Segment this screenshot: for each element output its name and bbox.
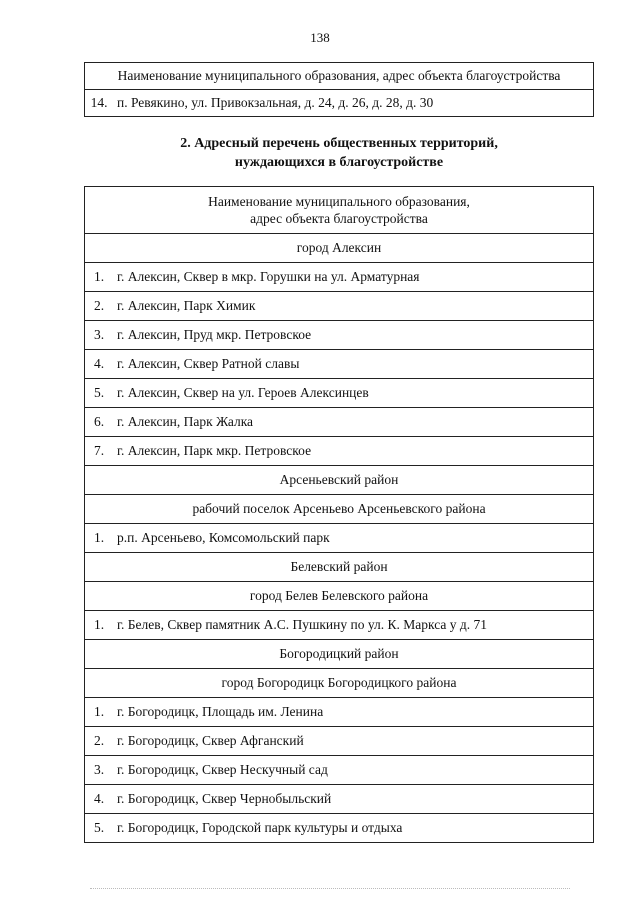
group-heading: рабочий поселок Арсеньево Арсеньевского района	[85, 495, 594, 524]
table-row	[85, 698, 594, 727]
table-row	[85, 408, 594, 437]
footer-divider	[90, 888, 570, 889]
row-number: 2.	[85, 727, 114, 756]
group-heading-row	[85, 234, 594, 263]
row-text: г. Алексин, Парк мкр. Петровское	[113, 437, 594, 466]
section-title-line-2: нуждающихся в благоустройстве	[234, 155, 444, 170]
row-number: 4.	[85, 350, 114, 379]
table-row	[85, 756, 594, 785]
table-previous-list	[84, 62, 594, 117]
table-row	[85, 321, 594, 350]
row-number: 7.	[85, 437, 114, 466]
table-row	[85, 90, 594, 117]
row-text: г. Алексин, Сквер в мкр. Горушки на ул. Арматурная	[113, 263, 594, 292]
section-title-line-1: 2. Адресный перечень общественных территорий,	[180, 136, 498, 151]
row-number: 1.	[85, 524, 114, 553]
row-number: 6.	[85, 408, 114, 437]
table-header-cell: Наименование муниципального образования, адрес объекта благоустройства	[85, 63, 594, 90]
row-text: г. Богородицк, Сквер Афганский	[113, 727, 594, 756]
row-text: г. Алексин, Сквер на ул. Героев Алексинцев	[113, 379, 594, 408]
row-text: г. Алексин, Сквер Ратной славы	[113, 350, 594, 379]
group-heading: Богородицкий район	[85, 640, 594, 669]
page-number: 138	[310, 30, 330, 45]
table-row	[85, 785, 594, 814]
row-text: г. Белев, Сквер памятник А.С. Пушкину по ул. К. Маркса у д. 71	[113, 611, 594, 640]
table-row	[85, 727, 594, 756]
table-header-cell	[85, 187, 594, 234]
group-heading-row	[85, 640, 594, 669]
row-number: 4.	[85, 785, 114, 814]
header-line-1: Наименование муниципального образования,	[208, 194, 470, 209]
table-row	[85, 379, 594, 408]
group-heading: город Богородицк Богородицкого района	[85, 669, 594, 698]
row-number: 1.	[85, 698, 114, 727]
row-text: г. Богородицк, Сквер Чернобыльский	[113, 785, 594, 814]
row-text: г. Алексин, Парк Химик	[113, 292, 594, 321]
header-line-2: адрес объекта благоустройства	[250, 211, 428, 226]
table-row	[85, 814, 594, 843]
group-heading-row	[85, 466, 594, 495]
row-number: 3.	[85, 756, 114, 785]
row-number: 5.	[85, 814, 114, 843]
group-heading: город Алексин	[85, 234, 594, 263]
table-row	[85, 437, 594, 466]
group-heading-row	[85, 495, 594, 524]
row-number: 3.	[85, 321, 114, 350]
row-number: 2.	[85, 292, 114, 321]
table-row	[85, 292, 594, 321]
group-heading: город Белев Белевского района	[85, 582, 594, 611]
table-public-territories	[84, 186, 594, 843]
table-header-row	[85, 187, 594, 234]
table-row	[85, 611, 594, 640]
table-row	[85, 263, 594, 292]
table-row	[85, 350, 594, 379]
group-heading-row	[85, 582, 594, 611]
group-heading: Арсеньевский район	[85, 466, 594, 495]
row-text: г. Алексин, Парк Жалка	[113, 408, 594, 437]
row-text: г. Богородицк, Городской парк культуры и отдыха	[113, 814, 594, 843]
row-number: 1.	[85, 263, 114, 292]
row-number: 14.	[85, 90, 114, 117]
table-header-row	[85, 63, 594, 90]
row-text: р.п. Арсеньево, Комсомольский парк	[113, 524, 594, 553]
row-text: г. Богородицк, Сквер Нескучный сад	[113, 756, 594, 785]
group-heading-row	[85, 553, 594, 582]
row-text: п. Ревякино, ул. Привокзальная, д. 24, д. 26, д. 28, д. 30	[113, 90, 594, 117]
group-heading: Белевский район	[85, 553, 594, 582]
table-row	[85, 524, 594, 553]
row-text: г. Алексин, Пруд мкр. Петровское	[113, 321, 594, 350]
row-number: 1.	[85, 611, 114, 640]
row-text: г. Богородицк, Площадь им. Ленина	[113, 698, 594, 727]
group-heading-row	[85, 669, 594, 698]
row-number: 5.	[85, 379, 114, 408]
section-title	[84, 134, 594, 172]
